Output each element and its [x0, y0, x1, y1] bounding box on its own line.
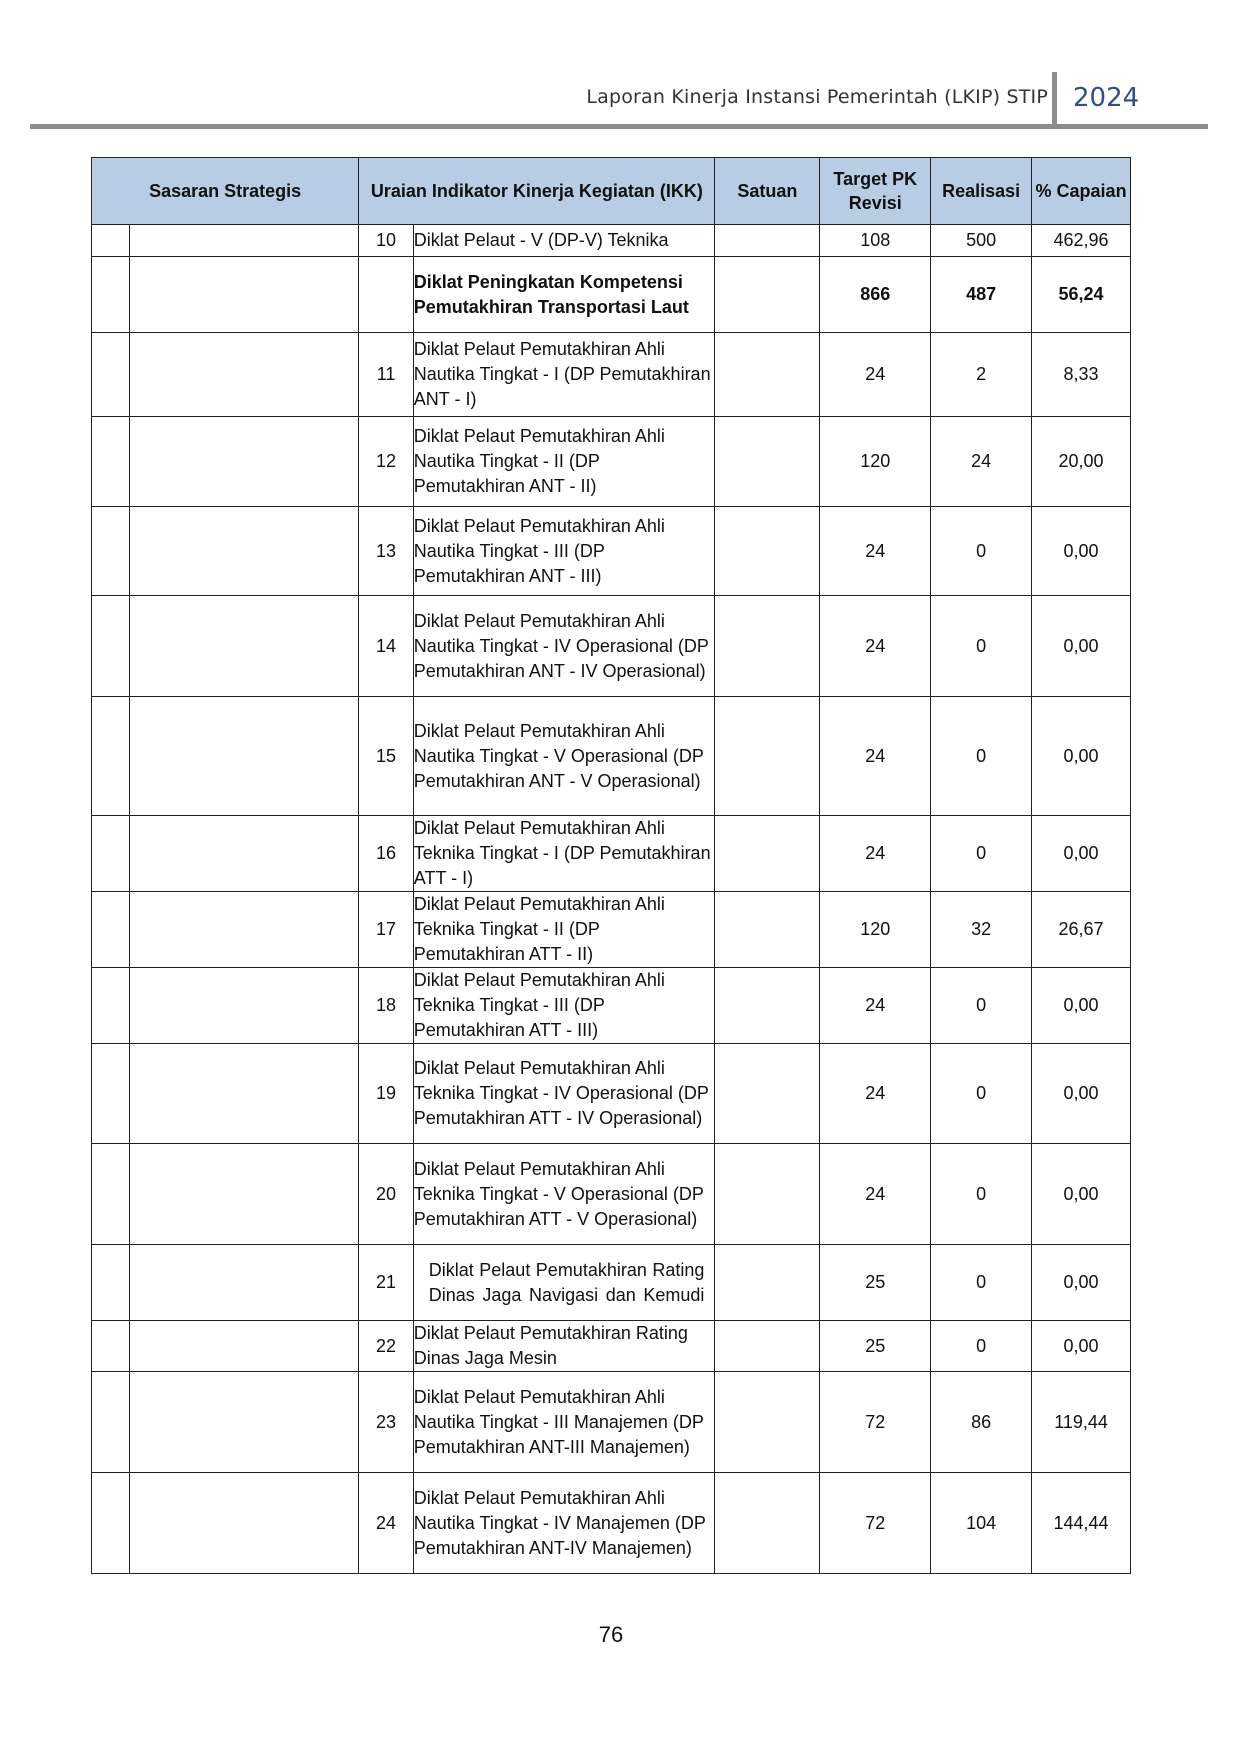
table-row — [92, 816, 1131, 892]
indicator-description: Diklat Pelaut Pemutakhiran Rating Dinas Jaga Mesin — [413, 1321, 715, 1372]
sasaran-cell-left — [92, 1372, 130, 1473]
sasaran-cell-left — [92, 697, 130, 816]
row-number: 12 — [359, 417, 413, 507]
target-value: 25 — [820, 1321, 931, 1372]
satuan-cell — [715, 507, 820, 596]
realisasi-value: 2 — [931, 333, 1032, 417]
capaian-value: 0,00 — [1032, 1321, 1131, 1372]
realisasi-value: 0 — [931, 697, 1032, 816]
sasaran-cell — [130, 1144, 359, 1245]
table-row — [92, 968, 1131, 1044]
sasaran-cell — [130, 1372, 359, 1473]
sasaran-cell-left — [92, 596, 130, 697]
sasaran-cell-left — [92, 333, 130, 417]
indicator-description: Diklat Pelaut - V (DP-V) Teknika — [413, 225, 715, 257]
capaian-value: 144,44 — [1032, 1473, 1131, 1574]
table-row — [92, 225, 1131, 257]
row-number: 13 — [359, 507, 413, 596]
ikk-table — [91, 157, 1131, 1574]
target-value: 120 — [820, 417, 931, 507]
sasaran-cell-left — [92, 968, 130, 1044]
indicator-description: Diklat Pelaut Pemutakhiran Ahli Nautika Tingkat - IV Operasional (DP Pemutakhiran ANT - IV Operasional) — [413, 596, 715, 697]
sasaran-cell-left — [92, 417, 130, 507]
sasaran-cell-left — [92, 225, 130, 257]
indicator-description: Diklat Pelaut Pemutakhiran Ahli Nautika Tingkat - II (DP Pemutakhiran ANT - II) — [413, 417, 715, 507]
row-number: 14 — [359, 596, 413, 697]
satuan-cell — [715, 1321, 820, 1372]
satuan-cell — [715, 1044, 820, 1144]
table-row — [92, 1245, 1131, 1321]
indicator-description: Diklat Pelaut Pemutakhiran Ahli Nautika Tingkat - I (DP Pemutakhiran ANT - I) — [413, 333, 715, 417]
row-number: 15 — [359, 697, 413, 816]
table-row — [92, 507, 1131, 596]
capaian-value: 0,00 — [1032, 1044, 1131, 1144]
table-row — [92, 333, 1131, 417]
satuan-cell — [715, 1245, 820, 1321]
indicator-description: Diklat Pelaut Pemutakhiran Ahli Teknika Tingkat - V Operasional (DP Pemutakhiran ATT - V Operasional) — [413, 1144, 715, 1245]
realisasi-value: 24 — [931, 417, 1032, 507]
sasaran-cell-left — [92, 1245, 130, 1321]
table-row — [92, 697, 1131, 816]
satuan-cell — [715, 697, 820, 816]
capaian-value: 20,00 — [1032, 417, 1131, 507]
row-number: 23 — [359, 1372, 413, 1473]
target-value: 24 — [820, 1144, 931, 1245]
sasaran-cell-left — [92, 1473, 130, 1574]
capaian-value: 8,33 — [1032, 333, 1131, 417]
target-value: 24 — [820, 816, 931, 892]
satuan-cell — [715, 257, 820, 333]
target-value: 25 — [820, 1245, 931, 1321]
table-row — [92, 417, 1131, 507]
satuan-cell — [715, 892, 820, 968]
row-number: 21 — [359, 1245, 413, 1321]
target-value: 108 — [820, 225, 931, 257]
satuan-cell — [715, 596, 820, 697]
indicator-description: Diklat Pelaut Pemutakhiran Ahli Teknika Tingkat - III (DP Pemutakhiran ATT - III) — [413, 968, 715, 1044]
capaian-value: 26,67 — [1032, 892, 1131, 968]
target-value: 866 — [820, 257, 931, 333]
target-value: 24 — [820, 596, 931, 697]
table-row — [92, 1321, 1131, 1372]
table-row-subtotal — [92, 257, 1131, 333]
table-row — [92, 892, 1131, 968]
header-divider — [1052, 72, 1057, 126]
indicator-description: Diklat Pelaut Pemutakhiran Ahli Nautika Tingkat - III Manajemen (DP Pemutakhiran ANT-III Manajemen) — [413, 1372, 715, 1473]
realisasi-value: 86 — [931, 1372, 1032, 1473]
target-value: 24 — [820, 333, 931, 417]
row-number: 18 — [359, 968, 413, 1044]
indicator-description: Diklat Peningkatan Kompetensi Pemutakhiran Transportasi Laut — [413, 257, 715, 333]
sasaran-cell — [130, 1321, 359, 1372]
capaian-value: 0,00 — [1032, 596, 1131, 697]
sasaran-cell — [130, 225, 359, 257]
sasaran-cell-left — [92, 1044, 130, 1144]
target-value: 120 — [820, 892, 931, 968]
table-row — [92, 1044, 1131, 1144]
target-value: 24 — [820, 507, 931, 596]
header-target: Target PK Revisi — [820, 158, 931, 225]
realisasi-value: 0 — [931, 1245, 1032, 1321]
sasaran-cell — [130, 333, 359, 417]
sasaran-cell — [130, 417, 359, 507]
capaian-value: 0,00 — [1032, 507, 1131, 596]
target-value: 24 — [820, 697, 931, 816]
header-uraian-ikk: Uraian Indikator Kinerja Kegiatan (IKK) — [359, 158, 715, 225]
row-number: 16 — [359, 816, 413, 892]
sasaran-cell-left — [92, 1321, 130, 1372]
target-value: 72 — [820, 1372, 931, 1473]
sasaran-cell — [130, 892, 359, 968]
indicator-description: Diklat Pelaut Pemutakhiran Ahli Teknika Tingkat - I (DP Pemutakhiran ATT - I) — [413, 816, 715, 892]
indicator-description: Diklat Pelaut Pemutakhiran Ahli Nautika Tingkat - IV Manajemen (DP Pemutakhiran ANT-IV Manajemen) — [413, 1473, 715, 1574]
sasaran-cell — [130, 1044, 359, 1144]
table-row — [92, 1144, 1131, 1245]
table-row — [92, 1473, 1131, 1574]
capaian-value: 56,24 — [1032, 257, 1131, 333]
header-rule — [30, 124, 1208, 129]
sasaran-cell — [130, 596, 359, 697]
sasaran-cell-left — [92, 892, 130, 968]
satuan-cell — [715, 968, 820, 1044]
realisasi-value: 32 — [931, 892, 1032, 968]
sasaran-cell — [130, 1245, 359, 1321]
capaian-value: 462,96 — [1032, 225, 1131, 257]
sasaran-cell — [130, 507, 359, 596]
row-number: 22 — [359, 1321, 413, 1372]
row-number: 10 — [359, 225, 413, 257]
realisasi-value: 500 — [931, 225, 1032, 257]
sasaran-cell — [130, 697, 359, 816]
sasaran-cell — [130, 968, 359, 1044]
page-number: 76 — [598, 1622, 624, 1647]
indicator-description: Diklat Pelaut Pemutakhiran Ahli Nautika Tingkat - V Operasional (DP Pemutakhiran ANT - V Operasional) — [413, 697, 715, 816]
indicator-description: Diklat Pelaut Pemutakhiran Rating Dinas Jaga Navigasi dan Kemudi — [413, 1245, 715, 1321]
realisasi-value: 0 — [931, 1144, 1032, 1245]
target-value: 72 — [820, 1473, 931, 1574]
capaian-value: 0,00 — [1032, 968, 1131, 1044]
table-row — [92, 1372, 1131, 1473]
target-value: 24 — [820, 968, 931, 1044]
row-number: 20 — [359, 1144, 413, 1245]
sasaran-cell — [130, 816, 359, 892]
capaian-value: 0,00 — [1032, 1245, 1131, 1321]
sasaran-cell — [130, 257, 359, 333]
realisasi-value: 0 — [931, 968, 1032, 1044]
realisasi-value: 0 — [931, 816, 1032, 892]
header-realisasi: Realisasi — [931, 158, 1032, 225]
report-year: 2024 — [1073, 83, 1140, 113]
row-number: 17 — [359, 892, 413, 968]
realisasi-value: 0 — [931, 1044, 1032, 1144]
satuan-cell — [715, 417, 820, 507]
sasaran-cell-left — [92, 257, 130, 333]
realisasi-value: 0 — [931, 1321, 1032, 1372]
capaian-value: 0,00 — [1032, 816, 1131, 892]
header-capaian: % Capaian — [1032, 158, 1131, 225]
satuan-cell — [715, 333, 820, 417]
table-header-row — [92, 158, 1131, 225]
row-number — [359, 257, 413, 333]
report-title: Laporan Kinerja Instansi Pemerintah (LKIP) STIP — [586, 86, 1048, 108]
sasaran-cell — [130, 1473, 359, 1574]
row-number: 24 — [359, 1473, 413, 1574]
sasaran-cell-left — [92, 507, 130, 596]
row-number: 11 — [359, 333, 413, 417]
realisasi-value: 104 — [931, 1473, 1032, 1574]
satuan-cell — [715, 1144, 820, 1245]
satuan-cell — [715, 1372, 820, 1473]
header-satuan: Satuan — [715, 158, 820, 225]
realisasi-value: 487 — [931, 257, 1032, 333]
row-number: 19 — [359, 1044, 413, 1144]
indicator-description: Diklat Pelaut Pemutakhiran Ahli Teknika Tingkat - II (DP Pemutakhiran ATT - II) — [413, 892, 715, 968]
satuan-cell — [715, 225, 820, 257]
realisasi-value: 0 — [931, 596, 1032, 697]
table-row — [92, 596, 1131, 697]
realisasi-value: 0 — [931, 507, 1032, 596]
sasaran-cell-left — [92, 1144, 130, 1245]
target-value: 24 — [820, 1044, 931, 1144]
satuan-cell — [715, 816, 820, 892]
indicator-description: Diklat Pelaut Pemutakhiran Ahli Nautika Tingkat - III (DP Pemutakhiran ANT - III) — [413, 507, 715, 596]
sasaran-cell-left — [92, 816, 130, 892]
indicator-description: Diklat Pelaut Pemutakhiran Ahli Teknika Tingkat - IV Operasional (DP Pemutakhiran ATT - IV Operasional) — [413, 1044, 715, 1144]
satuan-cell — [715, 1473, 820, 1574]
header-sasaran-strategis: Sasaran Strategis — [92, 158, 359, 225]
capaian-value: 119,44 — [1032, 1372, 1131, 1473]
capaian-value: 0,00 — [1032, 1144, 1131, 1245]
capaian-value: 0,00 — [1032, 697, 1131, 816]
